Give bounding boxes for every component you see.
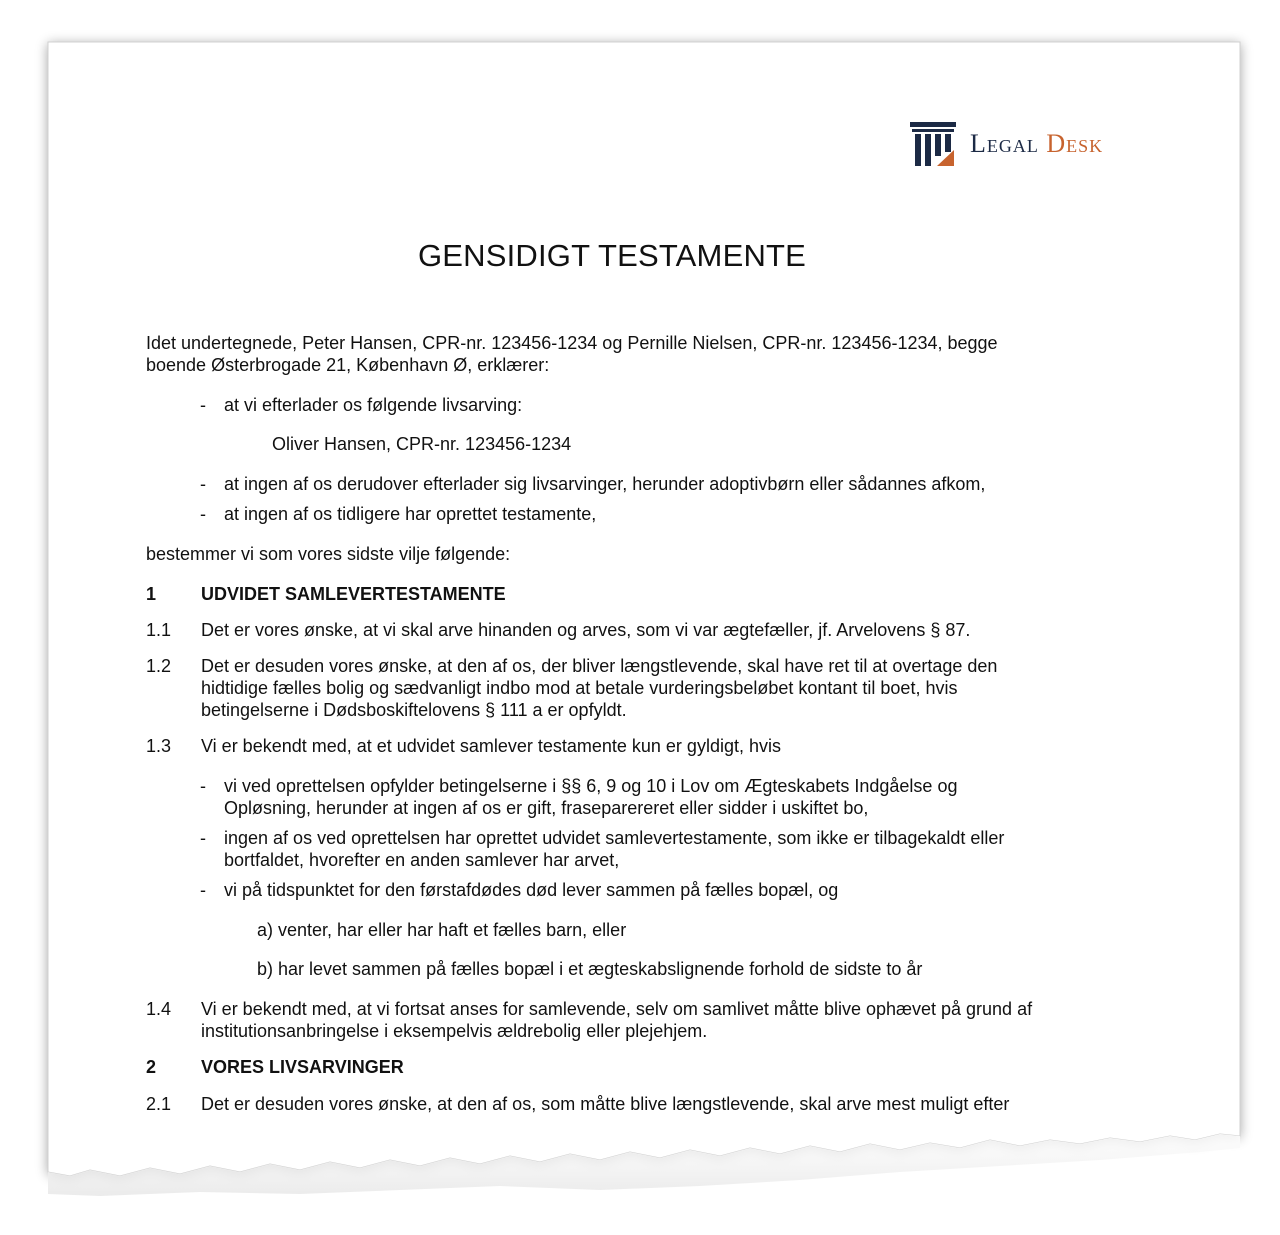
condition-1-line-2: Opløsning, herunder at ingen af os er gift, fraseparereret eller sidder i uskiftet bo, — [224, 798, 869, 818]
condition-2-line-2: bortfaldet, hvorefter en anden samlever har arvet, — [224, 850, 620, 870]
dash-bullet: - — [200, 776, 206, 796]
dash-bullet: - — [200, 395, 206, 415]
clause-2-1-text: Det er desuden vores ønske, at den af os, som måtte blive længstlevende, skal arve mest muligt efter — [201, 1094, 1010, 1114]
declaration-item-2: at ingen af os derudover efterlader sig livsarvinger, herunder adoptivbørn eller sådannes afkom, — [224, 474, 986, 494]
clause-1-4-number: 1.4 — [146, 999, 172, 1019]
declaration-item-1: at vi efterlader os følgende livsarving: — [224, 395, 523, 415]
clause-1-2-line-2: hidtidige fælles bolig og sædvanligt indbo mod at betale vurderingsbeløbet kontant til boet, hvis — [201, 678, 958, 698]
condition-3-line-1: vi på tidspunktet for den førstafdødes død lever sammen på fælles bopæl, og — [224, 880, 839, 900]
sub-condition-a: a) venter, har eller har haft et fælles barn, eller — [257, 920, 627, 940]
dash-bullet: - — [200, 474, 206, 494]
dash-bullet: - — [200, 504, 206, 524]
clause-1-2-number: 1.2 — [146, 656, 172, 676]
document-page — [48, 42, 1240, 1142]
determination-line: bestemmer vi som vores sidste vilje følgende: — [146, 544, 511, 564]
clause-1-4-line-2: institutionsanbringelse i eksempelvis ældrebolig eller plejehjem. — [201, 1021, 708, 1041]
logo-word-legal: Legal — [970, 129, 1039, 158]
section-1-heading: UDVIDET SAMLEVERTESTAMENTE — [201, 584, 506, 604]
condition-2-line-1: ingen af os ved oprettelsen har oprettet udvidet samlevertestamente, som ikke er tilbagekaldt eller — [224, 828, 1005, 848]
document-title: GENSIDIGT TESTAMENTE — [417, 238, 807, 273]
condition-1-line-1: vi ved oprettelsen opfylder betingelserne i §§ 6, 9 og 10 i Lov om Ægteskabets Indgåelse og — [224, 776, 958, 796]
section-2-number: 2 — [146, 1057, 157, 1077]
dash-bullet: - — [200, 828, 206, 848]
pillar-icon — [910, 120, 960, 170]
logo-word-desk: Desk — [1046, 129, 1104, 158]
intro-line-1: Idet undertegnede, Peter Hansen, CPR-nr. 123456-1234 og Pernille Nielsen, CPR-nr. 123456-1234, begge — [146, 333, 998, 353]
clause-1-4-line-1: Vi er bekendt med, at vi fortsat anses for samlevende, selv om samlivet måtte blive ophævet på grund af — [201, 999, 1033, 1019]
clause-1-1-text: Det er vores ønske, at vi skal arve hinanden og arves, som vi var ægtefæller, jf. Arvelovens § 87. — [201, 620, 971, 640]
section-1-number: 1 — [146, 584, 157, 604]
dash-bullet: - — [200, 880, 206, 900]
clause-1-2-line-1: Det er desuden vores ønske, at den af os, der bliver længstlevende, skal have ret til at overtage den — [201, 656, 998, 676]
clause-2-1-number: 2.1 — [146, 1094, 172, 1114]
section-2-heading: VORES LIVSARVINGER — [201, 1057, 404, 1077]
sub-condition-b: b) har levet sammen på fælles bopæl i et ægteskabslignende forhold de sidste to år — [257, 959, 923, 979]
intro-line-2: boende Østerbrogade 21, København Ø, erklærer: — [146, 355, 550, 375]
clause-1-3-number: 1.3 — [146, 736, 172, 756]
heir-name: Oliver Hansen, CPR-nr. 123456-1234 — [272, 434, 572, 454]
clause-1-2-line-3: betingelserne i Dødsboskiftelovens § 111 a er opfyldt. — [201, 700, 627, 720]
clause-1-1-number: 1.1 — [146, 620, 172, 640]
declaration-item-3: at ingen af os tidligere har oprettet testamente, — [224, 504, 597, 524]
legal-desk-logo — [910, 120, 1150, 172]
clause-1-3-text: Vi er bekendt med, at et udvidet samlever testamente kun er gyldigt, hvis — [201, 736, 781, 756]
logo-wordmark — [970, 129, 1103, 159]
